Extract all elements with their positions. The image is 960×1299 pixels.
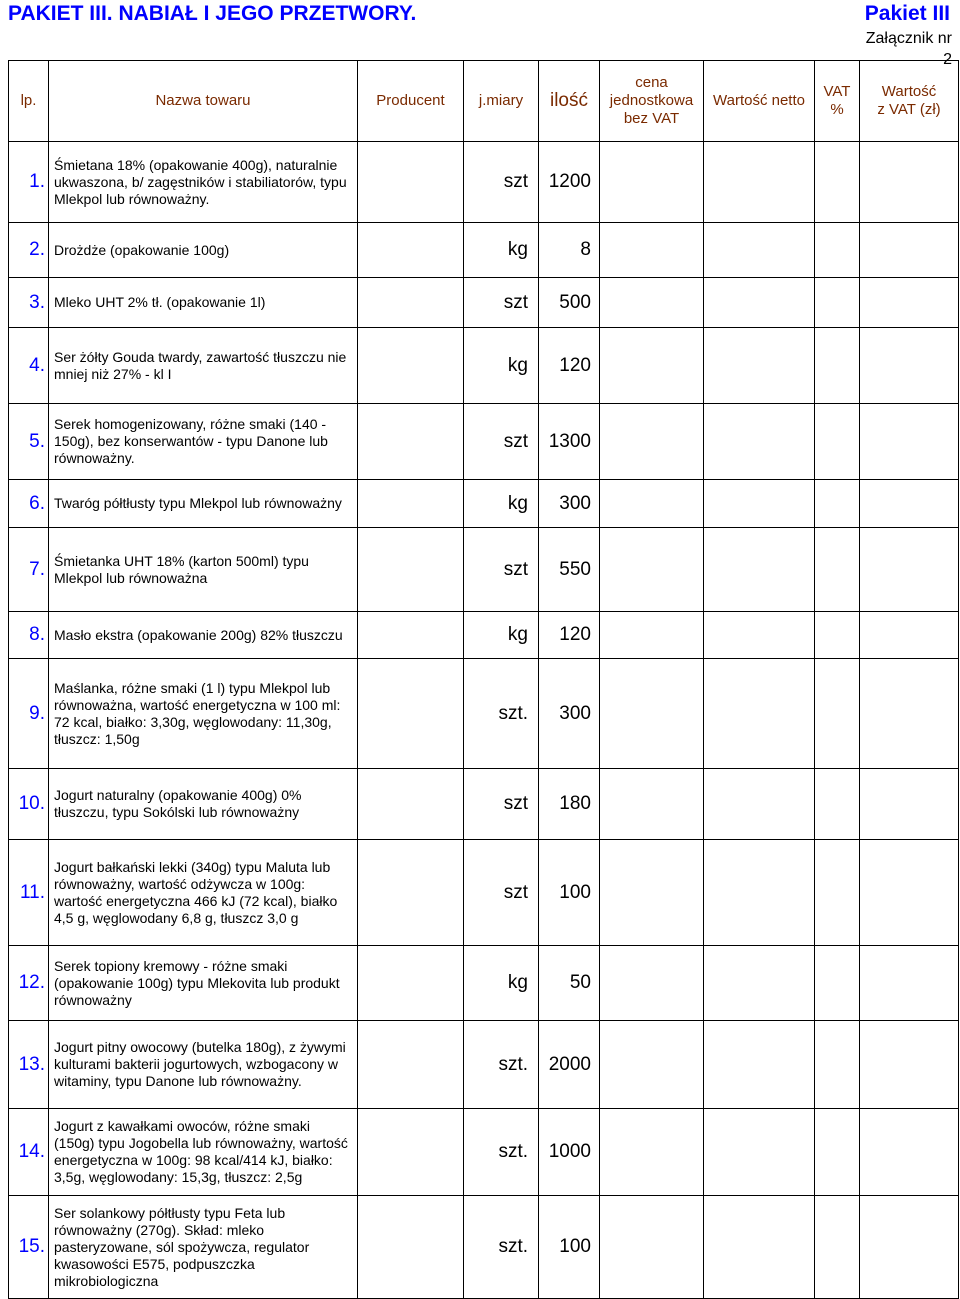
row-producer: [358, 278, 464, 328]
row-vat: [815, 1196, 860, 1299]
row-product-name: Ser solankowy półtłusty typu Feta lub równoważny (270g). Skład: mleko pasteryzowane, sól spożywcza, regulator kwasowości E575, podpuszczka mikrobiologiczna: [49, 1196, 358, 1299]
row-net-value: [704, 769, 815, 840]
price-table: [8, 60, 959, 1299]
row-quantity: 8: [539, 223, 600, 278]
row-unit: kg: [464, 480, 539, 528]
row-vat: [815, 612, 860, 659]
row-product-name: Drożdże (opakowanie 100g): [49, 223, 358, 278]
row-lp: 6.: [9, 480, 49, 528]
row-producer: [358, 528, 464, 612]
row-product-name: Twaróg półtłusty typu Mlekpol lub równoważny: [49, 480, 358, 528]
row-producer: [358, 659, 464, 769]
table-row: [9, 528, 959, 612]
row-quantity: 100: [539, 840, 600, 946]
row-unit-price: [600, 480, 704, 528]
row-unit: szt: [464, 142, 539, 223]
row-gross-value: [860, 659, 959, 769]
row-unit-price: [600, 769, 704, 840]
row-net-value: [704, 659, 815, 769]
table-row: [9, 1021, 959, 1109]
col-header-gross-value: Wartość z VAT (zł): [860, 61, 959, 142]
row-gross-value: [860, 612, 959, 659]
row-net-value: [704, 1196, 815, 1299]
row-lp: 3.: [9, 278, 49, 328]
row-unit: kg: [464, 612, 539, 659]
row-product-name: Jogurt naturalny (opakowanie 400g) 0% tłuszczu, typu Sokólski lub równoważny: [49, 769, 358, 840]
row-quantity: 1300: [539, 404, 600, 480]
row-producer: [358, 1196, 464, 1299]
row-product-name: Jogurt bałkański lekki (340g) typu Maluta lub równoważny, wartość odżywcza w 100g: wartość energetyczna 466 kJ (72 kcal), białko 4,5 g, węglowodany 6,8 g, tłuszcz 3,0 g: [49, 840, 358, 946]
row-producer: [358, 142, 464, 223]
row-unit: kg: [464, 946, 539, 1021]
row-lp: 13.: [9, 1021, 49, 1109]
annex-label: Załącznik nr: [865, 30, 952, 47]
row-lp: 15.: [9, 1196, 49, 1299]
row-unit: szt: [464, 769, 539, 840]
table-row: [9, 612, 959, 659]
row-unit: szt: [464, 528, 539, 612]
row-quantity: 300: [539, 480, 600, 528]
row-gross-value: [860, 840, 959, 946]
row-net-value: [704, 328, 815, 404]
table-row: [9, 142, 959, 223]
row-net-value: [704, 404, 815, 480]
col-header-vat: VAT %: [815, 61, 860, 142]
row-gross-value: [860, 769, 959, 840]
table-row: [9, 1109, 959, 1196]
row-lp: 14.: [9, 1109, 49, 1196]
row-quantity: 550: [539, 528, 600, 612]
row-unit: szt: [464, 278, 539, 328]
col-header-net-value: Wartość netto: [704, 61, 815, 142]
row-quantity: 500: [539, 278, 600, 328]
row-unit-price: [600, 1196, 704, 1299]
row-unit-price: [600, 404, 704, 480]
row-unit: szt.: [464, 1196, 539, 1299]
row-gross-value: [860, 142, 959, 223]
row-lp: 7.: [9, 528, 49, 612]
row-lp: 8.: [9, 612, 49, 659]
row-lp: 9.: [9, 659, 49, 769]
row-vat: [815, 528, 860, 612]
row-net-value: [704, 480, 815, 528]
row-net-value: [704, 1109, 815, 1196]
row-unit-price: [600, 840, 704, 946]
row-vat: [815, 223, 860, 278]
row-quantity: 120: [539, 328, 600, 404]
row-lp: 2.: [9, 223, 49, 278]
row-gross-value: [860, 946, 959, 1021]
row-vat: [815, 142, 860, 223]
row-quantity: 1000: [539, 1109, 600, 1196]
row-unit: szt.: [464, 1021, 539, 1109]
row-vat: [815, 840, 860, 946]
row-vat: [815, 404, 860, 480]
row-unit-price: [600, 328, 704, 404]
row-net-value: [704, 528, 815, 612]
row-vat: [815, 328, 860, 404]
table-row: [9, 328, 959, 404]
row-quantity: 120: [539, 612, 600, 659]
row-gross-value: [860, 1109, 959, 1196]
row-quantity: 50: [539, 946, 600, 1021]
row-unit-price: [600, 142, 704, 223]
row-lp: 1.: [9, 142, 49, 223]
row-producer: [358, 1109, 464, 1196]
table-row: [9, 278, 959, 328]
row-producer: [358, 223, 464, 278]
row-net-value: [704, 1021, 815, 1109]
row-producer: [358, 769, 464, 840]
row-unit: szt: [464, 840, 539, 946]
row-lp: 11.: [9, 840, 49, 946]
row-unit-price: [600, 223, 704, 278]
col-header-qty: ilość: [539, 61, 600, 142]
document-title: PAKIET III. NABIAŁ I JEGO PRZETWORY.: [8, 2, 417, 25]
table-row: [9, 223, 959, 278]
row-producer: [358, 612, 464, 659]
table-row: [9, 659, 959, 769]
row-unit-price: [600, 1021, 704, 1109]
table-row: [9, 404, 959, 480]
row-quantity: 180: [539, 769, 600, 840]
row-net-value: [704, 142, 815, 223]
row-product-name: Śmietana 18% (opakowanie 400g), naturalnie ukwaszona, b/ zagęstników i stabiliatorów, typu Mlekpol lub równoważny.: [49, 142, 358, 223]
row-quantity: 100: [539, 1196, 600, 1299]
row-lp: 4.: [9, 328, 49, 404]
row-vat: [815, 1109, 860, 1196]
col-header-unit-price: cena jednostkowa bez VAT: [600, 61, 704, 142]
row-unit: szt.: [464, 1109, 539, 1196]
row-product-name: Śmietanka UHT 18% (karton 500ml) typu Mlekpol lub równoważna: [49, 528, 358, 612]
row-vat: [815, 769, 860, 840]
row-producer: [358, 404, 464, 480]
package-label: Pakiet III: [864, 2, 950, 25]
row-vat: [815, 659, 860, 769]
row-gross-value: [860, 480, 959, 528]
col-header-lp: lp.: [9, 61, 49, 142]
row-producer: [358, 946, 464, 1021]
row-gross-value: [860, 1021, 959, 1109]
table-header-row: [9, 61, 959, 142]
row-unit-price: [600, 278, 704, 328]
row-quantity: 1200: [539, 142, 600, 223]
row-gross-value: [860, 1196, 959, 1299]
row-lp: 12.: [9, 946, 49, 1021]
row-product-name: Masło ekstra (opakowanie 200g) 82% tłuszczu: [49, 612, 358, 659]
row-producer: [358, 480, 464, 528]
row-product-name: Jogurt z kawałkami owoców, różne smaki (150g) typu Jogobella lub równoważny, wartość energetyczna w 100g: 98 kcal/414 kJ, białko: 3,5g, węglowodany: 15,3g, tłuszcz: 2,5g: [49, 1109, 358, 1196]
table-row: [9, 946, 959, 1021]
row-net-value: [704, 840, 815, 946]
annex-value: 2: [943, 51, 952, 68]
row-vat: [815, 480, 860, 528]
row-quantity: 300: [539, 659, 600, 769]
row-product-name: Jogurt pitny owocowy (butelka 180g), z żywymi kulturami bakterii jogurtowych, wzbogacony w witaminy, typu Danone lub równoważny.: [49, 1021, 358, 1109]
row-producer: [358, 1021, 464, 1109]
row-unit: kg: [464, 223, 539, 278]
row-gross-value: [860, 528, 959, 612]
row-vat: [815, 1021, 860, 1109]
col-header-name: Nazwa towaru: [49, 61, 358, 142]
row-net-value: [704, 946, 815, 1021]
row-unit-price: [600, 1109, 704, 1196]
row-gross-value: [860, 223, 959, 278]
row-unit: szt.: [464, 659, 539, 769]
table-row: [9, 1196, 959, 1299]
row-lp: 5.: [9, 404, 49, 480]
row-gross-value: [860, 328, 959, 404]
row-product-name: Mleko UHT 2% tł. (opakowanie 1l): [49, 278, 358, 328]
row-product-name: Serek homogenizowany, różne smaki (140 - 150g), bez konserwantów - typu Danone lub równoważny.: [49, 404, 358, 480]
col-header-unit: j.miary: [464, 61, 539, 142]
table-row: [9, 840, 959, 946]
row-producer: [358, 840, 464, 946]
row-producer: [358, 328, 464, 404]
table-row: [9, 769, 959, 840]
row-lp: 10.: [9, 769, 49, 840]
row-unit: szt: [464, 404, 539, 480]
row-product-name: Serek topiony kremowy - różne smaki (opakowanie 100g) typu Mlekovita lub produkt równoważny: [49, 946, 358, 1021]
row-product-name: Maślanka, różne smaki (1 l) typu Mlekpol lub równoważna, wartość energetyczna w 100 ml: 72 kcal, białko: 3,30g, węglowodany: 11,30g, tłuszcz: 1,50g: [49, 659, 358, 769]
row-unit-price: [600, 612, 704, 659]
row-net-value: [704, 278, 815, 328]
row-net-value: [704, 612, 815, 659]
row-unit-price: [600, 659, 704, 769]
row-net-value: [704, 223, 815, 278]
row-unit: kg: [464, 328, 539, 404]
row-unit-price: [600, 946, 704, 1021]
table-row: [9, 480, 959, 528]
row-quantity: 2000: [539, 1021, 600, 1109]
row-vat: [815, 278, 860, 328]
col-header-producer: Producent: [358, 61, 464, 142]
row-gross-value: [860, 404, 959, 480]
row-vat: [815, 946, 860, 1021]
row-product-name: Ser żółty Gouda twardy, zawartość tłuszczu nie mniej niż 27% - kl I: [49, 328, 358, 404]
row-gross-value: [860, 278, 959, 328]
row-unit-price: [600, 528, 704, 612]
